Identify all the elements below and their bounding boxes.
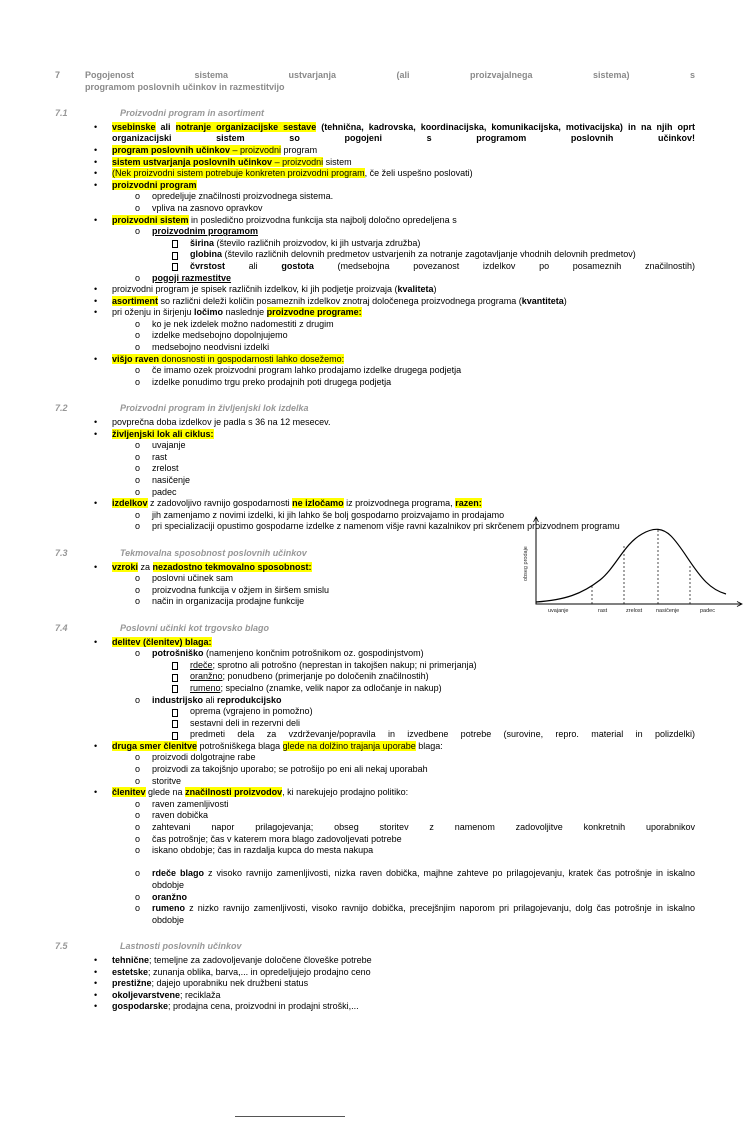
- text-segment: z zadovoljivo ravnijo gospodarnosti: [147, 498, 293, 509]
- list-item: [0, 261, 695, 273]
- list-item: [0, 868, 695, 891]
- text-segment: donosnosti in gospodarnosti lahko dosežemo:: [159, 353, 345, 364]
- list-item: [0, 648, 695, 660]
- circle-bullet-icon: o: [135, 798, 141, 809]
- bullet-icon: •: [94, 787, 98, 798]
- text-segment: z visoko ravnijo zamenljivosti, nizka raven dobička, majhne zahteve po prilagojevanju, kratek čas potrošnje in iskalno obdobje: [152, 868, 695, 890]
- section-title: Lastnosti poslovnih učinkov: [120, 941, 242, 952]
- circle-bullet-icon: o: [135, 365, 141, 376]
- text-segment: proizvodna funkcija v ožjem in širšem smislu: [152, 584, 330, 595]
- text-segment: raven dobička: [152, 810, 209, 821]
- title-line-2: programom poslovnih učinkov in razmestitvijo: [85, 81, 285, 92]
- list-item: [0, 845, 695, 857]
- list-item: [0, 157, 695, 169]
- section-number: 7.2: [55, 403, 68, 414]
- section-number: 7.3: [55, 547, 68, 558]
- text-segment: rumeno: [190, 682, 221, 693]
- list-item: [0, 354, 695, 366]
- circle-bullet-icon: o: [135, 330, 141, 341]
- bullet-icon: •: [94, 1001, 98, 1012]
- text-segment: glede na: [145, 787, 186, 798]
- list-item: [0, 903, 695, 926]
- text-segment: estetske: [112, 966, 149, 977]
- text-segment: , če želi uspešno poslovati): [364, 168, 473, 179]
- text-segment: proizvodni program: [112, 179, 197, 190]
- circle-bullet-icon: o: [135, 694, 141, 705]
- square-bullet-icon: [172, 240, 178, 248]
- text-segment: ; zunanja oblika, barva,... in opredeljujejo prodajno ceno: [148, 966, 371, 977]
- bullet-icon: •: [94, 168, 98, 179]
- text-segment: in posledično proizvodna funkcija sta najbolj določno opredeljena s: [188, 214, 457, 225]
- bullet-icon: •: [94, 214, 98, 225]
- square-bullet-icon: [172, 709, 178, 717]
- list-item: [0, 122, 695, 145]
- text-segment: gospodarske: [112, 1001, 169, 1012]
- list-item: [0, 284, 695, 296]
- bullet-icon: •: [94, 954, 98, 965]
- text-segment: naslednje: [223, 307, 267, 318]
- bullet-icon: •: [94, 978, 98, 989]
- list-item: [0, 822, 695, 834]
- section-title: Poslovni učinki kot trgovsko blago: [120, 622, 270, 633]
- text-segment: okoljevarstvene: [112, 989, 181, 1000]
- text-segment: program: [281, 144, 318, 155]
- text-segment: ): [563, 295, 567, 306]
- circle-bullet-icon: o: [135, 903, 141, 914]
- list-item: [0, 799, 695, 811]
- text-segment: povprečna doba izdelkov je padla s 36 na 12 mesecev.: [112, 417, 331, 428]
- chart-phase-label: zrelost: [626, 608, 643, 614]
- list-item: [0, 810, 695, 822]
- text-segment: ne izločamo: [292, 498, 344, 509]
- text-segment: potrošniškega blaga: [197, 740, 283, 751]
- text-segment: storitve: [152, 775, 182, 786]
- list-item: [0, 671, 695, 683]
- bullet-icon: •: [94, 284, 98, 295]
- text-segment: z nizko ravnijo zamenljivosti, visoko ravnijo dobička, precejšnjim naporom pri prilagojevanju, dolg čas potrošnje in iskalno obdobje: [152, 903, 695, 925]
- text-segment: rdeče: [190, 659, 213, 670]
- text-segment: (število različnih proizvodov, ki jih ustvarja združba): [214, 237, 421, 248]
- text-segment: značilnosti proizvodov: [185, 787, 283, 798]
- section-number: 7.4: [55, 622, 68, 633]
- circle-bullet-icon: o: [135, 845, 141, 856]
- text-segment: predmeti dela za vzdrževanje/popravila in izvedbene potrebe (surovine, repro. material in polizdelki): [190, 729, 695, 740]
- text-segment: pogoji razmestitve: [152, 272, 232, 283]
- bullet-icon: •: [94, 156, 98, 167]
- list-item: [0, 463, 695, 475]
- text-segment: sestavni deli in rezervni deli: [190, 717, 301, 728]
- section-heading-row: [55, 548, 695, 560]
- circle-bullet-icon: o: [135, 810, 141, 821]
- circle-bullet-icon: o: [135, 752, 141, 763]
- text-segment: tehnične: [112, 954, 150, 965]
- text-segment: oranžno: [190, 671, 223, 682]
- circle-bullet-icon: o: [135, 342, 141, 353]
- text-segment: potrošniško: [152, 648, 204, 659]
- list-item: [0, 573, 695, 585]
- list-item: [0, 475, 695, 487]
- text-segment: proizvodni program je spisek različnih izdelkov, ki jih podjetje proizvaja (: [112, 284, 398, 295]
- text-segment: asortiment: [112, 295, 159, 306]
- list-item: [0, 417, 695, 429]
- chart-phase-label: uvajanje: [548, 608, 569, 614]
- list-item: [0, 660, 695, 672]
- section-7.3: [0, 548, 750, 608]
- bullet-icon: •: [94, 144, 98, 155]
- list-item: [0, 330, 695, 342]
- text-segment: izdelke ponudimo trgu preko prodajnih poti drugega podjetja: [152, 376, 392, 387]
- list-item: [0, 319, 695, 331]
- list-item: [0, 249, 695, 261]
- bullet-icon: •: [94, 740, 98, 751]
- list-item: [0, 1001, 695, 1013]
- circle-bullet-icon: o: [135, 463, 141, 474]
- bullet-icon: •: [94, 561, 98, 572]
- section-heading-row: [55, 623, 695, 635]
- text-segment: medsebojno neodvisni izdelki: [152, 342, 270, 353]
- list-item: [0, 226, 695, 238]
- section-number: 7.1: [55, 108, 68, 119]
- text-segment: (število različnih delovnih predmetov ustvarjenih za notranje zagotavljanje vhodnih delovnih predmetov): [222, 249, 636, 260]
- circle-bullet-icon: o: [135, 868, 141, 879]
- sections: [0, 108, 750, 1013]
- text-segment: za: [138, 561, 153, 572]
- text-segment: ko je nek izdelek možno nadomestiti z drugim: [152, 318, 334, 329]
- circle-bullet-icon: o: [135, 475, 141, 485]
- list-item: [0, 215, 695, 227]
- chart-phase-label: padec: [700, 608, 715, 614]
- list-item: [0, 203, 695, 215]
- text-segment: proizvodnim programom: [152, 226, 259, 237]
- list-item: [0, 562, 695, 574]
- list-item: [0, 729, 695, 741]
- text-segment: jih zamenjamo z novimi izdelki, ki jih lahko še bolj gospodarno proizvajamo in prodajamo: [152, 509, 505, 520]
- text-segment: vzroki: [112, 561, 139, 572]
- bullet-icon: •: [94, 295, 98, 306]
- list-item: [0, 273, 695, 285]
- text-segment: druga smer členitve: [112, 740, 198, 751]
- circle-bullet-icon: o: [135, 833, 141, 844]
- circle-bullet-icon: o: [135, 202, 141, 213]
- square-bullet-icon: [172, 674, 178, 682]
- text-segment: program poslovnih učinkov: [112, 144, 231, 155]
- text-segment: življenjski lok ali ciklus:: [112, 428, 214, 439]
- list-item: [0, 429, 695, 441]
- list-item: [0, 892, 695, 904]
- text-segment: proizvodni sistem: [112, 214, 189, 225]
- list-item: [0, 776, 695, 788]
- title-line-1: Pogojenost sistema ustvarjanja (ali proizvajalnega sistema) s: [85, 70, 695, 80]
- text-segment: delitev (členitev) blaga:: [112, 636, 212, 647]
- text-segment: višjo raven: [112, 353, 160, 364]
- list-item: [0, 296, 695, 308]
- text-segment: (Nek proizvodni sistem potrebuje konkreten proizvodni program: [112, 168, 365, 179]
- list-item: [0, 741, 695, 753]
- list-item: [0, 521, 695, 533]
- text-segment: čas potrošnje; čas v katerem mora blago zadovoljevati potrebe: [152, 833, 402, 844]
- list-item: [0, 752, 695, 764]
- square-bullet-icon: [172, 263, 178, 271]
- text-segment: oranžno: [152, 891, 187, 902]
- text-segment: prestižne: [112, 978, 152, 989]
- text-segment: kvantiteta: [521, 295, 564, 306]
- bullet-icon: •: [94, 417, 98, 428]
- list-item: [0, 683, 695, 695]
- section-heading-row: [55, 108, 695, 120]
- text-segment: raven zamenljivosti: [152, 798, 229, 809]
- list-item: [0, 510, 695, 522]
- circle-bullet-icon: o: [135, 509, 141, 520]
- square-bullet-icon: [172, 252, 178, 260]
- text-segment: gostota: [281, 260, 314, 271]
- list-item: [0, 990, 695, 1002]
- text-segment: zahtevani napor prilagojevanja; obseg storitev z namenom zadovoljitve konkretnih uporabnikov: [152, 822, 695, 833]
- section-7.4: [0, 623, 750, 926]
- text-segment: reprodukcijsko: [217, 694, 282, 705]
- list-item: [0, 452, 695, 464]
- text-segment: ; sprotno ali potrošno (neprestan in takojšen nakup; ni primerjanja): [212, 659, 477, 670]
- section-7.5: [0, 941, 750, 1013]
- bullet-icon: •: [94, 966, 98, 977]
- text-segment: zrelost: [152, 463, 179, 474]
- circle-bullet-icon: o: [135, 440, 141, 451]
- text-segment: kvaliteta: [397, 284, 434, 295]
- text-segment: členitev: [112, 787, 146, 798]
- section-number: 7.5: [55, 941, 68, 952]
- circle-bullet-icon: o: [135, 191, 141, 202]
- chart-y-axis-label: obseg prodaje: [523, 546, 529, 582]
- bullet-icon: •: [94, 179, 98, 190]
- list-item: [0, 487, 695, 499]
- bullet-icon: •: [94, 428, 98, 439]
- text-segment: iskano obdobje; čas in razdalja kupca do mesta nakupa: [152, 845, 374, 856]
- text-segment: notranje organizacijske sestave: [175, 121, 317, 132]
- square-bullet-icon: [172, 662, 178, 670]
- section-title: Proizvodni program in življenjski lok izdelka: [120, 403, 309, 414]
- list-item: [0, 967, 695, 979]
- circle-bullet-icon: o: [135, 521, 141, 532]
- text-segment: način in organizacija prodajne funkcije: [152, 596, 305, 607]
- text-segment: blaga:: [415, 740, 443, 751]
- square-bullet-icon: [172, 720, 178, 728]
- document-title: [55, 70, 695, 93]
- text-segment: padec: [152, 486, 177, 497]
- circle-bullet-icon: o: [135, 764, 141, 775]
- chart-phase-label: rast: [598, 608, 608, 614]
- list-item: [0, 637, 695, 649]
- text-segment: ): [433, 284, 437, 295]
- text-segment: – proizvodni: [230, 144, 282, 155]
- list-item: [0, 180, 695, 192]
- bullet-icon: •: [94, 989, 98, 1000]
- list-item: [0, 168, 695, 180]
- circle-bullet-icon: o: [135, 596, 141, 607]
- section-title: Tekmovalna sposobnost poslovnih učinkov: [120, 547, 307, 558]
- list-item: [0, 498, 695, 510]
- list-item: [0, 718, 695, 730]
- text-segment: poslovni učinek sam: [152, 573, 234, 584]
- text-segment: glede na dolžino trajanja uporabe: [282, 740, 416, 751]
- list-item: [0, 342, 695, 354]
- title-lines: [85, 70, 695, 93]
- text-segment: sistem ustvarjanja poslovnih učinkov: [112, 156, 273, 167]
- text-segment: ali: [203, 694, 218, 705]
- text-segment: (namenjeno končnim potrošnikom oz. gospodinjstvom): [203, 648, 424, 659]
- circle-bullet-icon: o: [135, 775, 141, 786]
- circle-bullet-icon: o: [135, 573, 141, 584]
- text-segment: (tehnična, kadrovska, koordinacijska, komunikacijska, motivacijska) in na njih oprt organizacijski sistem so pogojeni s programom poslovnih učinkov!: [112, 121, 696, 144]
- title-number: 7: [55, 70, 61, 80]
- section-title: Proizvodni program in asortiment: [120, 108, 265, 119]
- list-item: [0, 596, 695, 608]
- text-segment: nezadostno tekmovalno sposobnost:: [152, 561, 312, 572]
- text-segment: globina: [190, 249, 222, 260]
- text-segment: ; prodajna cena, proizvodni in prodajni stroški,...: [168, 1001, 359, 1012]
- list-item: [0, 834, 695, 846]
- text-segment: ali: [225, 260, 282, 271]
- text-segment: vsebinske: [112, 121, 156, 132]
- bullet-icon: •: [94, 353, 98, 364]
- text-segment: čvrstost: [190, 260, 226, 271]
- bullet-icon: •: [94, 498, 98, 509]
- text-segment: iz proizvodnega programa,: [343, 498, 456, 509]
- list-item: [0, 377, 695, 389]
- section-heading-row: [55, 403, 695, 415]
- text-segment: oprema (vgrajeno in pomožno): [190, 706, 313, 717]
- chart-phase-label: nasičenje: [656, 608, 680, 614]
- text-segment: ; reciklaža: [180, 989, 221, 1000]
- list-item: [0, 238, 695, 250]
- list-item: [0, 307, 695, 319]
- text-segment: pri oženju in širjenju: [112, 307, 195, 318]
- text-segment: rast: [152, 451, 168, 462]
- text-segment: industrijsko: [152, 694, 204, 705]
- list-item: [0, 440, 695, 452]
- list-item: [0, 191, 695, 203]
- text-segment: pri specializaciji opustimo gospodarne izdelke z namenom višje ravni kazalnikov pri skrčenem proizvodnem programu: [152, 521, 620, 532]
- text-segment: proizvodne programe:: [266, 307, 362, 318]
- bullet-icon: •: [94, 636, 98, 647]
- text-segment: uvajanje: [152, 440, 186, 451]
- circle-bullet-icon: o: [135, 584, 141, 595]
- text-segment: ; temeljne za zadovoljevanje določene človeške potrebe: [149, 954, 372, 965]
- text-segment: ločimo: [194, 307, 224, 318]
- circle-bullet-icon: o: [135, 822, 141, 833]
- text-segment: ; dajejo uporabniku nek družbeni status: [151, 978, 309, 989]
- text-segment: – proizvodni: [272, 156, 324, 167]
- bullet-icon: •: [94, 307, 98, 318]
- list-item: [0, 764, 695, 776]
- list-item: [0, 695, 695, 707]
- document-page: [0, 70, 750, 1013]
- section-7.2: [0, 403, 750, 533]
- list-item: [0, 978, 695, 990]
- text-segment: ali: [155, 121, 176, 132]
- circle-bullet-icon: o: [135, 891, 141, 902]
- square-bullet-icon: [172, 685, 178, 693]
- text-segment: (medsebojna povezanost izdelkov po posameznih značilnostih): [313, 260, 695, 271]
- text-segment: izdelkov: [112, 498, 148, 509]
- list-item: [0, 787, 695, 799]
- circle-bullet-icon: o: [135, 318, 141, 329]
- list-item: [0, 365, 695, 377]
- text-segment: proizvodi dolgotrajne rabe: [152, 752, 256, 763]
- text-segment: rdeče blago: [152, 868, 204, 879]
- text-segment: ; specialno (znamke, velik napor za odločanje in nakup): [220, 682, 442, 693]
- text-segment: proizvodi za takojšnjo uporabo; se potrošijo po eni ali nekaj uporabah: [152, 764, 428, 775]
- circle-bullet-icon: o: [135, 376, 141, 387]
- text-segment: nasičenje: [152, 475, 191, 485]
- section-heading-row: [55, 941, 695, 953]
- circle-bullet-icon: o: [135, 486, 141, 497]
- section-7.1: [0, 108, 750, 388]
- text-segment: opredeljuje značilnosti proizvodnega sistema.: [152, 191, 334, 202]
- text-segment: ; ponudbeno (primerjanje po določenih značilnostih): [222, 671, 429, 682]
- list-item: [0, 585, 695, 597]
- text-segment: sistem: [323, 156, 352, 167]
- circle-bullet-icon: o: [135, 226, 141, 237]
- list-item: [0, 706, 695, 718]
- bullet-icon: •: [94, 121, 98, 132]
- list-item: [0, 955, 695, 967]
- text-segment: razen:: [455, 498, 482, 509]
- square-bullet-icon: [172, 732, 178, 740]
- circle-bullet-icon: o: [135, 648, 141, 659]
- text-segment: širina: [190, 237, 215, 248]
- circle-bullet-icon: o: [135, 451, 141, 462]
- list-item: [0, 145, 695, 157]
- text-segment: , ki narekujejo prodajno politiko:: [282, 787, 409, 798]
- text-segment: so različni deleži količin posameznih izdelkov znotraj določenega proizvodnega programa (: [158, 295, 522, 306]
- text-segment: vpliva na zasnovo opravkov: [152, 202, 263, 213]
- text-segment: če imamo ozek proizvodni program lahko prodajamo izdelke drugega podjetja: [152, 365, 462, 376]
- text-segment: rumeno: [152, 903, 186, 914]
- circle-bullet-icon: o: [135, 272, 141, 283]
- text-segment: izdelke medsebojno dopolnjujemo: [152, 330, 288, 341]
- footnote-separator: [235, 1116, 345, 1117]
